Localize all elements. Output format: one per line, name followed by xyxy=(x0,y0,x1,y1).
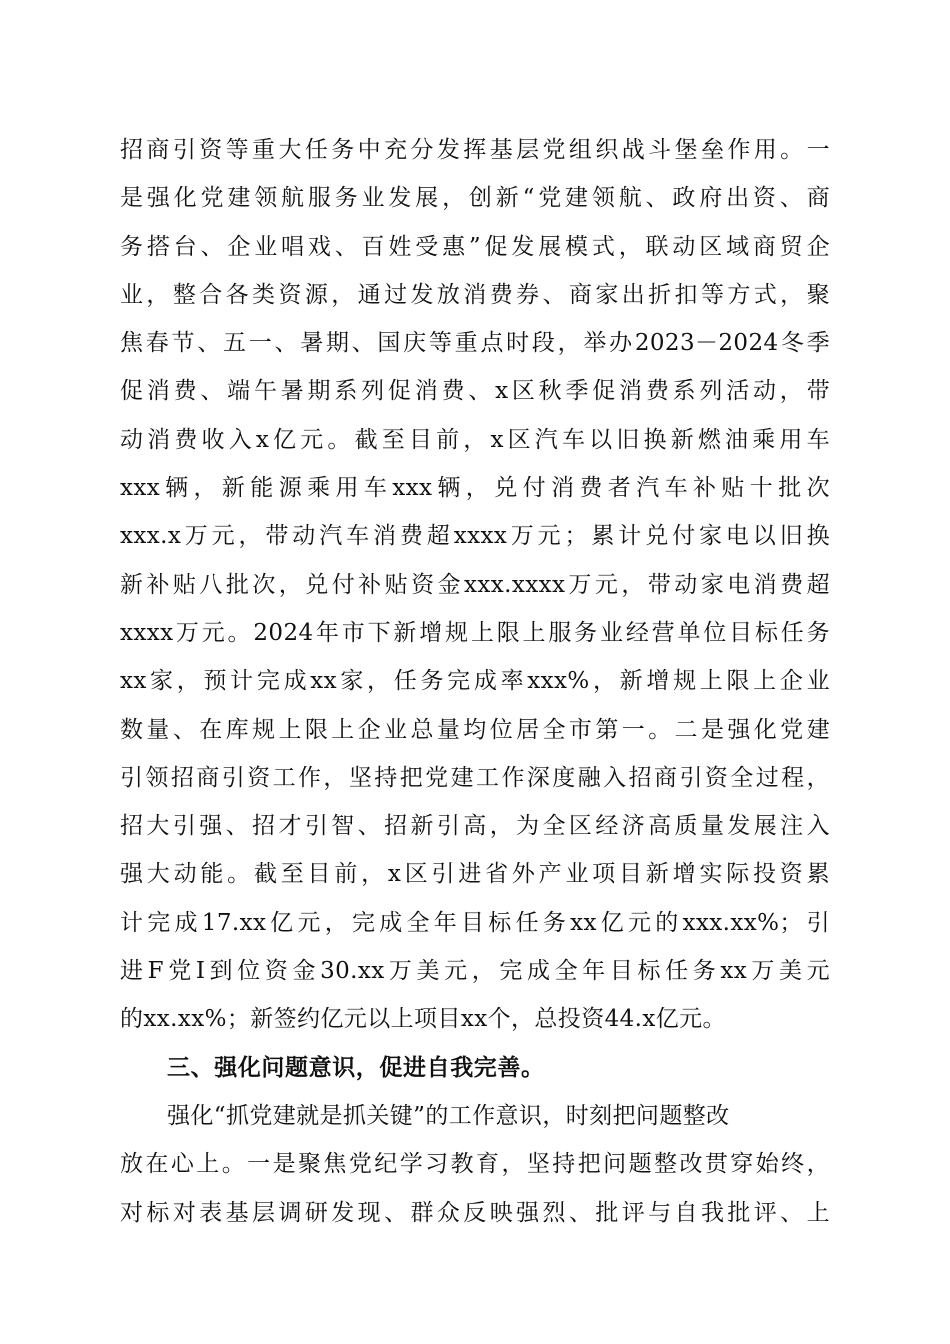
paragraph-line: 放在心上。一是聚焦党纪学习教育，坚持把问题整改贯穿始终， xyxy=(120,1151,830,1178)
paragraph-line: 引领招商引资工作，坚持把党建工作深度融入招商引资全过程， xyxy=(120,764,830,791)
section-heading: 三、强化问题意识，促进自我完善。 xyxy=(167,1054,545,1081)
paragraph-line: 进F党I到位资金30.xx万美元，完成全年目标任务xx万美元 xyxy=(120,958,830,985)
paragraph-line: 是强化党建领航服务业发展，创新“党建领航、政府出资、商 xyxy=(120,185,830,212)
paragraph-line: 招商引资等重大任务中充分发挥基层党组织战斗堡垒作用。一 xyxy=(120,137,830,163)
paragraph-line: xxxx万元。2024年市下新增规上限上服务业经营单位目标任务 xyxy=(120,619,830,646)
paragraph-line: 促消费、端午暑期系列促消费、x区秋季促消费系列活动，带 xyxy=(120,378,830,405)
paragraph-line: 务搭台、企业唱戏、百姓受惠”促发展模式，联动区域商贸企 xyxy=(120,233,830,260)
paragraph-line: 强化“抓党建就是抓关键”的工作意识，时刻把问题整改 xyxy=(167,1102,730,1129)
paragraph-line: xxx.x万元，带动汽车消费超xxxx万元；累计兑付家电以旧换 xyxy=(120,523,830,550)
paragraph-line: 业，整合各类资源，通过发放消费券、商家出折扣等方式，聚 xyxy=(120,281,830,308)
paragraph-line: 对标对表基层调研发现、群众反映强烈、批评与自我批评、上 xyxy=(120,1199,830,1226)
paragraph-line: 动消费收入x亿元。截至目前，x区汽车以旧换新燃油乘用车 xyxy=(120,426,830,453)
paragraph-line: 焦春节、五一、暑期、国庆等重点时段，举办2023－2024冬季 xyxy=(120,330,830,357)
paragraph-line: 计完成17.xx亿元，完成全年目标任务xx亿元的xxx.xx%；引 xyxy=(120,909,830,936)
paragraph-line: 数量、在库规上限上企业总量均位居全市第一。二是强化党建 xyxy=(120,716,830,743)
paragraph-line: 强大动能。截至目前，x区引进省外产业项目新增实际投资累 xyxy=(120,861,830,888)
paragraph-line: xx家，预计完成xx家，任务完成率xxx%，新增规上限上企业 xyxy=(120,668,830,695)
paragraph-line: xxx辆，新能源乘用车xxx辆，兑付消费者汽车补贴十批次 xyxy=(120,475,830,502)
paragraph-line: 新补贴八批次，兑付补贴资金xxx.xxxx万元，带动家电消费超 xyxy=(120,571,830,598)
paragraph-line: 的xx.xx%；新签约亿元以上项目xx个，总投资44.x亿元。 xyxy=(120,1006,726,1033)
document-body xyxy=(120,126,830,1237)
paragraph-line: 招大引强、招才引智、招新引高，为全区经济高质量发展注入 xyxy=(120,813,830,840)
